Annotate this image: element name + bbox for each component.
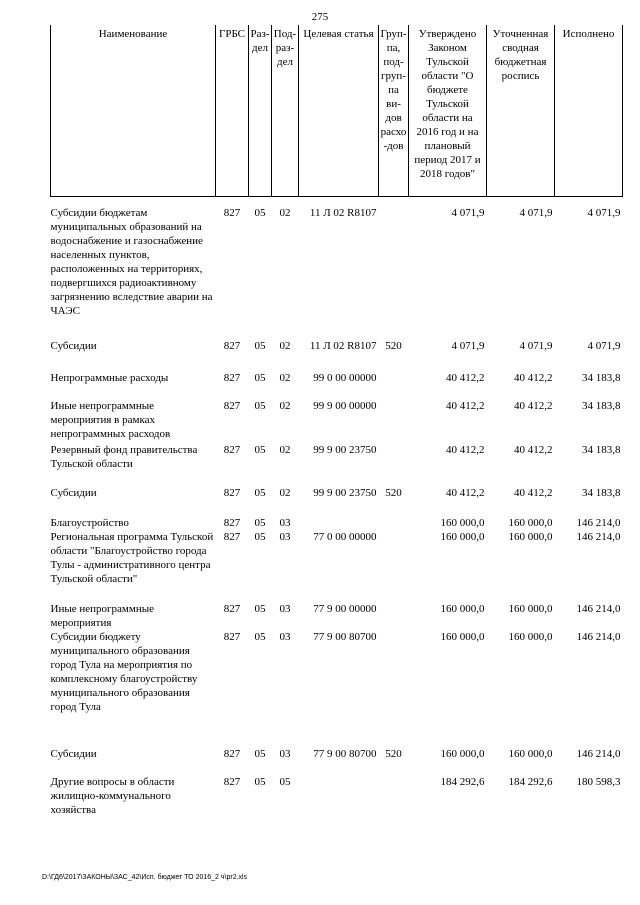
row-approved: 40 412,2 <box>446 443 485 456</box>
budget-execution-table <box>50 25 623 819</box>
row-group <box>379 197 409 339</box>
row-group: 520 <box>385 486 402 499</box>
row-article: 99 0 00 00000 <box>313 371 377 384</box>
file-path-footer: D:\ГД6\2017\ЗАКОНЫ\ЗАС_42\Исп. бюджет ТО 2016_2 ч\pr2.xls <box>42 874 248 881</box>
row-refined: 160 000,0 <box>508 516 553 529</box>
table-row <box>51 197 623 339</box>
row-refined: 160 000,0 <box>508 747 553 760</box>
row-group <box>379 371 409 399</box>
table-row <box>51 602 623 630</box>
row-grbs: 827 <box>223 530 241 543</box>
row-executed: 34 183,8 <box>582 399 621 412</box>
row-approved: 184 292,6 <box>440 775 485 788</box>
row-group: 520 <box>385 339 402 352</box>
row-grbs: 827 <box>223 399 241 412</box>
row-executed: 34 183,8 <box>582 371 621 384</box>
row-razdel: 05 <box>254 339 266 352</box>
row-refined: 4 071,9 <box>519 207 553 219</box>
row-group <box>379 775 409 819</box>
row-approved: 40 412,2 <box>446 486 485 499</box>
row-podrazdel: 03 <box>279 602 291 615</box>
header-razdel: Раз-дел <box>249 25 272 197</box>
row-executed: 146 214,0 <box>576 602 621 615</box>
row-approved: 160 000,0 <box>440 602 485 615</box>
row-article: 77 9 00 80700 <box>313 747 377 760</box>
table-row <box>51 516 623 530</box>
row-executed: 4 071,9 <box>587 339 621 352</box>
row-executed: 34 183,8 <box>582 443 621 456</box>
header-refined: Уточненная сводная бюджетная роспись <box>487 25 555 197</box>
row-refined: 40 412,2 <box>514 371 553 384</box>
row-approved: 40 412,2 <box>446 399 485 412</box>
table-row <box>51 339 623 371</box>
row-refined: 160 000,0 <box>508 602 553 615</box>
row-grbs: 827 <box>223 371 241 384</box>
row-podrazdel: 05 <box>279 775 291 788</box>
table-body <box>51 197 623 819</box>
row-refined: 40 412,2 <box>514 399 553 412</box>
table-row <box>51 530 623 602</box>
row-razdel: 05 <box>254 775 266 788</box>
row-grbs: 827 <box>223 339 241 352</box>
header-name: Наименование <box>51 25 216 197</box>
page-number: 275 <box>311 11 329 23</box>
row-grbs: 827 <box>223 207 241 219</box>
row-grbs: 827 <box>223 630 241 643</box>
row-podrazdel: 03 <box>279 516 291 529</box>
row-grbs: 827 <box>223 775 241 788</box>
row-article <box>299 775 379 819</box>
row-name: Субсидии <box>50 747 97 760</box>
row-article: 99 9 00 00000 <box>313 399 377 412</box>
row-name: Иные непрограммные мероприятия <box>50 602 154 629</box>
row-grbs: 827 <box>223 747 241 760</box>
row-refined: 160 000,0 <box>508 630 553 643</box>
row-podrazdel: 02 <box>279 207 291 219</box>
row-name: Иные непрограммные мероприятия в рамках непрограммных расходов <box>50 399 171 440</box>
row-executed: 146 214,0 <box>576 630 621 643</box>
row-executed: 146 214,0 <box>576 747 621 760</box>
row-article <box>299 516 379 530</box>
row-refined: 40 412,2 <box>514 486 553 499</box>
row-approved: 4 071,9 <box>451 207 485 219</box>
row-executed: 146 214,0 <box>576 516 621 529</box>
row-razdel: 05 <box>254 602 266 615</box>
row-name: Субсидии <box>50 486 97 499</box>
row-podrazdel: 03 <box>279 630 291 643</box>
row-razdel: 05 <box>254 399 266 412</box>
table-row <box>51 747 623 775</box>
row-article: 11 Л 02 R8107 <box>309 207 377 219</box>
row-podrazdel: 02 <box>279 399 291 412</box>
row-name: Резервный фонд правительства Тульской области <box>50 443 198 470</box>
row-article: 77 9 00 00000 <box>313 602 377 615</box>
row-approved: 160 000,0 <box>440 516 485 529</box>
row-grbs: 827 <box>223 602 241 615</box>
row-article: 99 9 00 23750 <box>313 486 377 499</box>
row-group <box>379 443 409 486</box>
table-row <box>51 486 623 516</box>
header-approved: Утверждено Законом Тульской области "О бюджете Тульской области на 2016 год и на плановый период 2017 и 2018 годов" <box>409 25 487 197</box>
row-name: Субсидии <box>50 339 97 352</box>
header-grbs: ГРБС <box>216 25 249 197</box>
row-refined: 40 412,2 <box>514 443 553 456</box>
row-group <box>379 399 409 443</box>
row-name: Субсидии бюджету муниципального образования город Тула на мероприятия по комплексному благоустройству муниципального образования город Тула <box>50 630 198 713</box>
row-podrazdel: 02 <box>279 486 291 499</box>
row-grbs: 827 <box>223 516 241 529</box>
table-row <box>51 630 623 747</box>
row-group <box>379 602 409 630</box>
row-article: 11 Л 02 R8107 <box>309 339 377 352</box>
row-podrazdel: 03 <box>279 747 291 760</box>
row-article: 77 0 00 00000 <box>313 530 377 543</box>
row-approved: 160 000,0 <box>440 630 485 643</box>
row-group <box>379 630 409 747</box>
row-razdel: 05 <box>254 443 266 456</box>
table-row <box>51 399 623 443</box>
row-name: Субсидии бюджетам муниципальных образований на водоснабжение и газоснабжение населенных пунктов, расположенных на территориях, подвергшихся радиоактивному загрязнению вследствие аварии на ЧАЭС <box>50 207 213 317</box>
row-refined: 184 292,6 <box>508 775 553 788</box>
row-grbs: 827 <box>223 486 241 499</box>
row-razdel: 05 <box>254 530 266 543</box>
row-approved: 160 000,0 <box>440 530 485 543</box>
row-approved: 40 412,2 <box>446 371 485 384</box>
row-executed: 4 071,9 <box>587 207 621 219</box>
header-article: Целевая статья <box>299 25 379 197</box>
table-row <box>51 775 623 819</box>
row-executed: 180 598,3 <box>576 775 621 788</box>
row-razdel: 05 <box>254 486 266 499</box>
row-podrazdel: 03 <box>279 530 291 543</box>
row-name: Благоустройство <box>50 516 129 529</box>
row-group <box>379 530 409 602</box>
row-name: Региональная программа Тульской области "Благоустройство города Тулы - административного центра Тульской области" <box>50 530 214 585</box>
row-article: 99 9 00 23750 <box>313 443 377 456</box>
row-razdel: 05 <box>254 371 266 384</box>
row-executed: 146 214,0 <box>576 530 621 543</box>
row-podrazdel: 02 <box>279 339 291 352</box>
header-group: Груп-па, под-груп-па ви-дов расхо-дов <box>379 25 409 197</box>
row-grbs: 827 <box>223 443 241 456</box>
row-name: Непрограммные расходы <box>50 371 169 384</box>
header-row <box>51 25 623 197</box>
row-podrazdel: 02 <box>279 371 291 384</box>
header-executed: Исполнено <box>555 25 623 197</box>
table-row <box>51 443 623 486</box>
row-razdel: 05 <box>254 747 266 760</box>
table-row <box>51 371 623 399</box>
table-header <box>51 25 623 197</box>
row-group <box>379 516 409 530</box>
row-approved: 160 000,0 <box>440 747 485 760</box>
row-executed: 34 183,8 <box>582 486 621 499</box>
row-razdel: 05 <box>254 516 266 529</box>
header-podrazdel: Под-раз-дел <box>272 25 299 197</box>
row-name: Другие вопросы в области жилищно-коммунального хозяйства <box>50 775 175 816</box>
row-podrazdel: 02 <box>279 443 291 456</box>
row-razdel: 05 <box>254 207 266 219</box>
row-razdel: 05 <box>254 630 266 643</box>
row-refined: 4 071,9 <box>519 339 553 352</box>
row-refined: 160 000,0 <box>508 530 553 543</box>
row-article: 77 9 00 80700 <box>313 630 377 643</box>
row-group: 520 <box>385 747 402 760</box>
row-approved: 4 071,9 <box>451 339 485 352</box>
